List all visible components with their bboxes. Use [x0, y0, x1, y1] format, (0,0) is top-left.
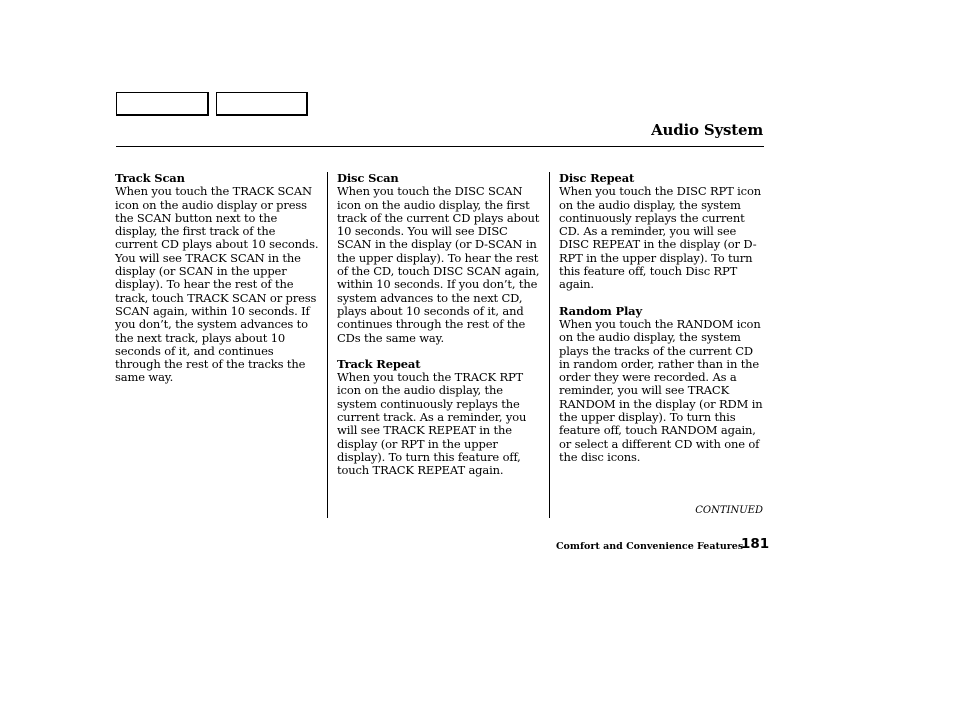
page-number: 181: [741, 536, 770, 552]
column-divider: [327, 172, 328, 518]
section-heading-track-repeat: Track Repeat: [337, 356, 421, 371]
column-divider: [549, 172, 550, 518]
section-body-disc-repeat: When you touch the DISC RPT icon on the audio display, the system continuously replays the current CD. As a reminder, you will see DISC REPEAT in the display (or D-RPT in the upper display). To turn this feature off, touch Disc RPT again.: [559, 184, 761, 292]
section-body-track-repeat: When you touch the TRACK RPT icon on the audio display, the system continuously replays the current track. As a reminder, you will see TRACK REPEAT in the display (or RPT in the upper display). To turn this feature off, touch TRACK REPEAT again.: [337, 370, 527, 478]
column-1: [115, 172, 321, 398]
section-heading-disc-scan: Disc Scan: [337, 171, 399, 185]
section-heading-random-play: Random Play: [559, 303, 643, 318]
section-body-random-play: When you touch the RANDOM icon on the audio display, the system plays the tracks of the current CD in random order, rather than in the order they were recorded. As a reminder, you will see TRACK RANDOM in the display (or RDM in the upper display). To turn this feature off, touch RANDOM again, or select a different CD with one of the disc icons.: [559, 316, 763, 464]
footer-section-name: Comfort and Convenience Features: [556, 541, 744, 552]
nav-button-index[interactable]: [216, 92, 308, 116]
continued-label: CONTINUED: [695, 505, 763, 516]
title-rule: [116, 146, 764, 147]
column-2: [337, 172, 543, 491]
section-heading-track-scan: Track Scan: [115, 171, 185, 185]
page-title: Audio System: [651, 121, 763, 139]
column-3: [559, 172, 765, 477]
section-body-track-scan: When you touch the TRACK SCAN icon on the audio display or press the SCAN button next to the display, the first track of the current CD plays about 10 seconds. You will see TRACK SCAN in the display (or SCAN in the upper display). To hear the rest of the track, touch TRACK SCAN or press SCAN again, within 10 seconds. If you don’t, the system advances to the next track, plays about 10 seconds of it, and continues through the rest of the tracks the same way.: [115, 184, 319, 385]
nav-button-main-menu[interactable]: [116, 92, 209, 116]
section-heading-disc-repeat: Disc Repeat: [559, 171, 635, 185]
section-body-disc-scan: When you touch the DISC SCAN icon on the audio display, the first track of the current CD plays about 10 seconds. You will see DISC SCAN in the display (or D-SCAN in the upper display). To hear the rest of the CD, touch DISC SCAN again, within 10 seconds. If you don’t, the system advances to the next CD, plays about 10 seconds of it, and continues through the rest of the CDs the same way.: [337, 184, 540, 345]
